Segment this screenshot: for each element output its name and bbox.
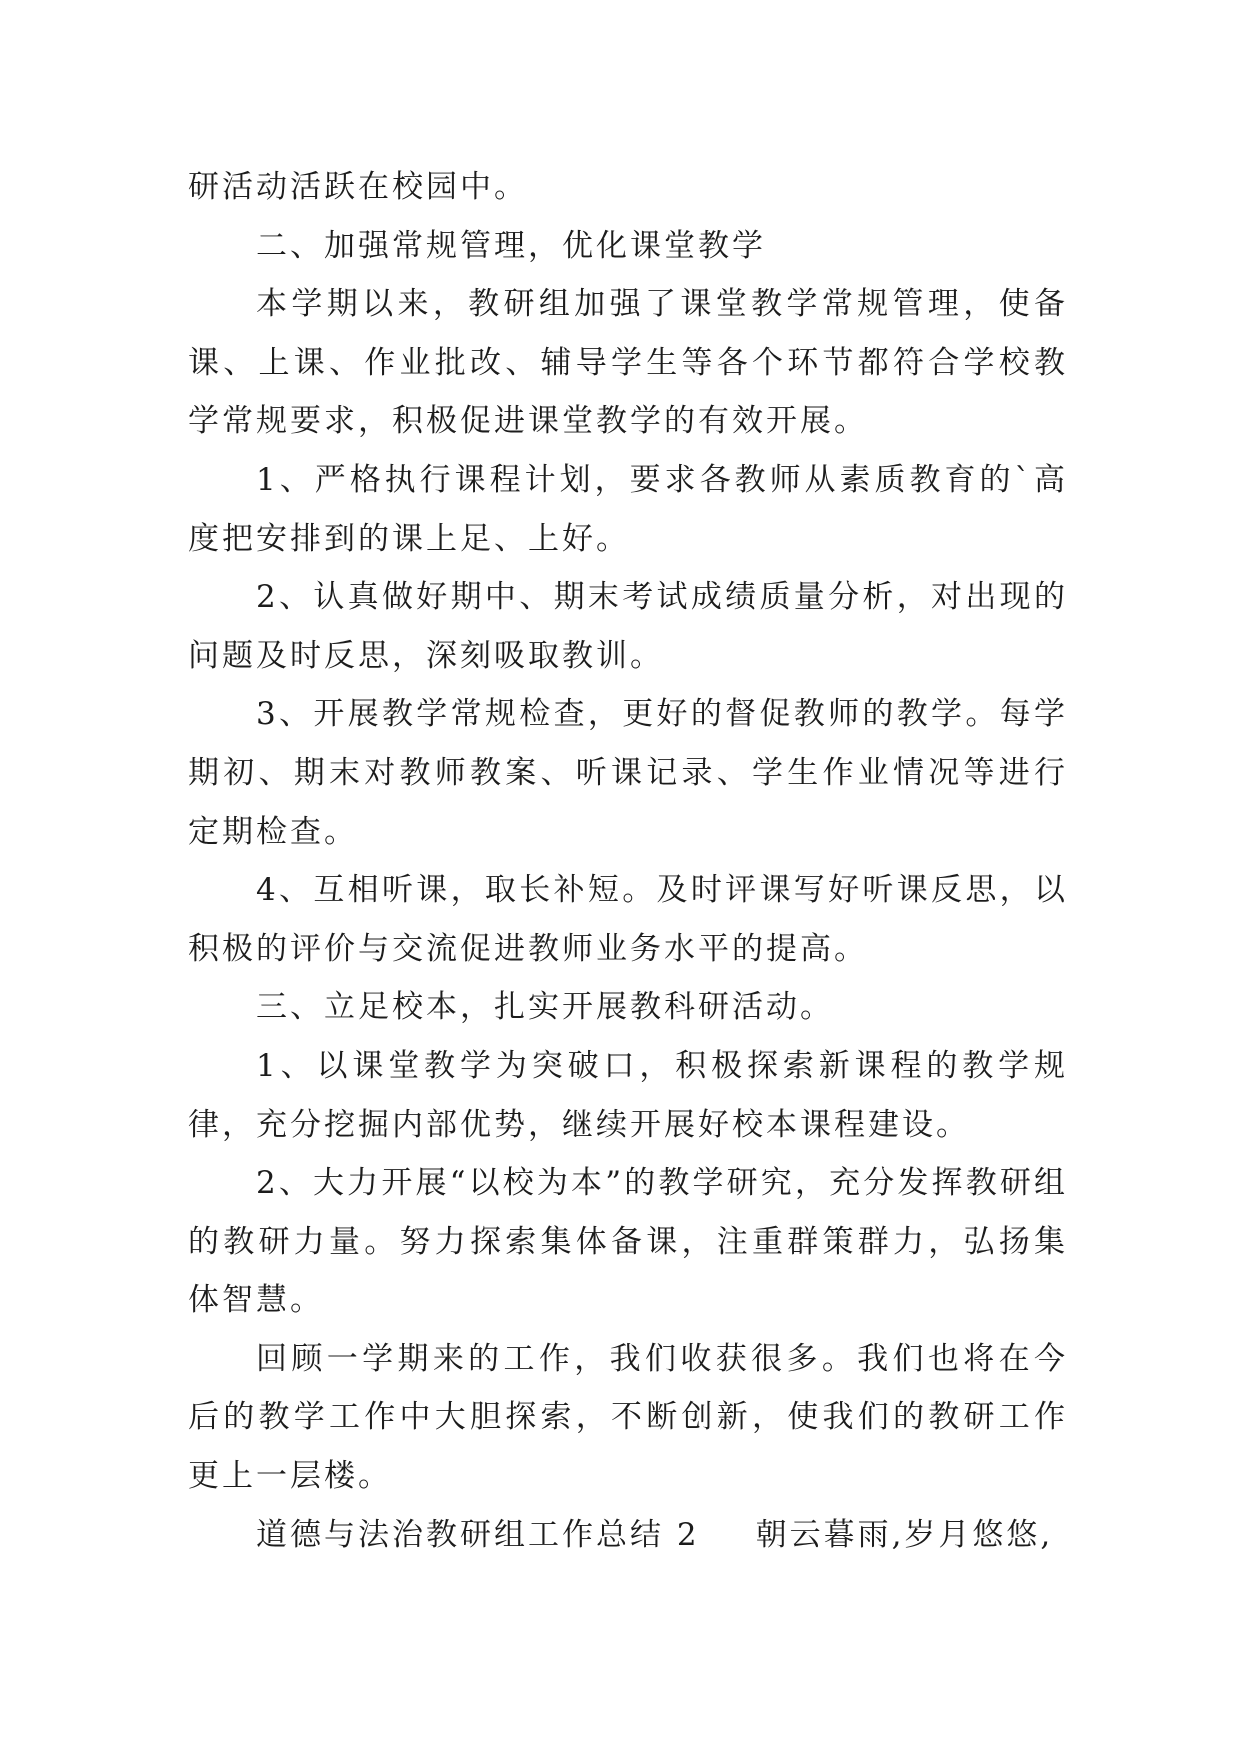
document-body	[188, 158, 1068, 1564]
paragraph: 回顾一学期来的工作，我们收获很多。我们也将在今后的教学工作中大胆探索，不断创新，使我们的教研工作更上一层楼。	[188, 1340, 1068, 1495]
list-item: 4、互相听课，取长补短。及时评课写好听课反思，以积极的评价与交流促进教师业务水平的提高。	[188, 872, 1068, 967]
paragraph: 研活动活跃在校园中。	[188, 169, 528, 205]
list-item: 3、开展教学常规检查，更好的督促教师的教学。每学期初、期末对教师教案、听课记录、学生作业情况等进行定期检查。	[188, 696, 1068, 850]
list-item: 1、以课堂教学为突破口，积极探索新课程的教学规律，充分挖掘内部优势，继续开展好校本课程建设。	[188, 1047, 1068, 1143]
next-document-title: 道德与法治教研组工作总结 2	[256, 1516, 700, 1553]
section-heading-3: 三、立足校本，扎实开展教科研活动。	[256, 989, 834, 1026]
section-heading-2: 二、加强常规管理，优化课堂教学	[256, 227, 766, 264]
list-item: 2、大力开展“以校为本”的教学研究，充分发挥教研组的教研力量。努力探索集体备课，注重群策群力，弘扬集体智慧。	[188, 1165, 1068, 1319]
next-document-opening: 朝云暮雨,岁月悠悠,	[755, 1516, 1054, 1553]
list-item: 2、认真做好期中、期末考试成绩质量分析，对出现的问题及时反思，深刻吸取教训。	[188, 579, 1068, 674]
final-line	[188, 1506, 1068, 1565]
paragraph: 本学期以来，教研组加强了课堂教学常规管理，使备课、上课、作业批改、辅导学生等各个环节都符合学校教学常规要求，积极促进课堂教学的有效开展。	[188, 286, 1068, 440]
list-item: 1、严格执行课程计划，要求各教师从素质教育的`高度把安排到的课上足、上好。	[188, 461, 1068, 557]
